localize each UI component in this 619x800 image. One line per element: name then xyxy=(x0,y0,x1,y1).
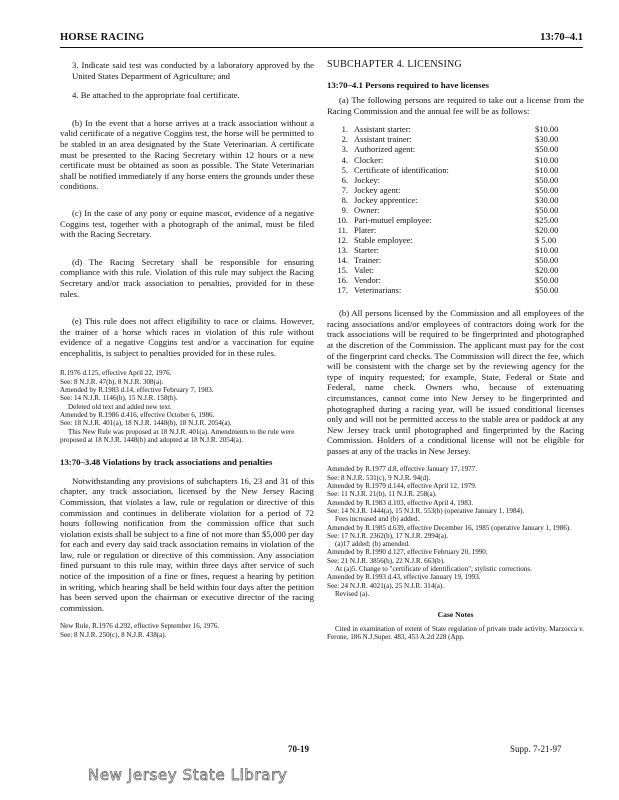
fee-position: Certificate of identification: xyxy=(354,164,449,175)
paragraph-c: (c) In the case of any pony or equine mascot, evidence of a negative Coggins test, together with a photograph of the animal, must be filed with the Racing Secretary. xyxy=(60,207,314,240)
amendment-history xyxy=(327,465,584,598)
history-line: Amended by R.1985 d.639, effective December 16, 1985 (operative January 1, 1986). xyxy=(327,523,571,532)
fee-number: 14. xyxy=(337,254,348,265)
fee-number: 11. xyxy=(337,224,348,235)
paragraph-e: (e) This rule does not affect eligibility to race or claims. However, the trainer of a horse which races in violation of this rule without evidence of a negative Coggins test and/or a vaccination for equine encephalitis, is subject to penalties provided for in these rules. xyxy=(60,316,314,358)
library-watermark: New Jersey State Library xyxy=(88,766,288,784)
history-line: Amended by R.1993 d.43, effective January 19, 1993. xyxy=(327,573,481,582)
history-line: Amended by R.1983 d.14, effective February 7, 1983. xyxy=(60,386,214,395)
fee-number: 5. xyxy=(341,164,348,175)
fee-row xyxy=(335,225,571,235)
fee-amount: $50.00 xyxy=(535,285,559,296)
fee-position: Pari-mutuel employee: xyxy=(354,214,432,225)
fee-amount: $50.00 xyxy=(535,275,559,286)
fee-number: 9. xyxy=(341,204,348,215)
history-line: See: 8 N.J.R. 531(c), 9 N.J.R. 94(d). xyxy=(327,473,431,482)
fee-number: 7. xyxy=(341,184,348,195)
fee-amount: $10.00 xyxy=(535,124,559,135)
fee-number: 1. xyxy=(341,124,348,135)
fee-position: Jockey apprentice: xyxy=(354,194,418,205)
fee-number: 6. xyxy=(341,174,348,185)
running-header xyxy=(60,29,583,48)
fee-position: Assistant starter: xyxy=(354,124,411,135)
fee-row xyxy=(335,265,571,275)
history-line: See: 8 N.J.R. 47(b), 8 N.J.R. 308(a). xyxy=(60,377,164,386)
fee-position: Trainer: xyxy=(354,254,382,265)
subchapter-title: SUBCHAPTER 4. LICENSING xyxy=(327,59,462,70)
history-note: (a)17 added; (b) amended. xyxy=(335,540,410,549)
history-line: Amended by R.1986 d.416, effective October 6, 1986. xyxy=(60,410,215,419)
fee-amount: $10.00 xyxy=(535,164,559,175)
history-note: This New Rule was proposed at 18 N.J.R. 401(a). Amendments to the rule were proposed at 18 N.J.R. 1448(b) and adopted at 18 N.J.R. 2054(a). xyxy=(60,427,295,444)
fee-row xyxy=(335,195,571,205)
fee-row xyxy=(335,245,571,255)
fee-position: Jockey: xyxy=(354,174,380,185)
source-history xyxy=(60,369,314,444)
history-line: Amended by R.1979 d.144, effective April 12, 1979. xyxy=(327,482,477,491)
fee-position: Starter: xyxy=(354,244,380,255)
fee-row xyxy=(335,205,571,215)
header-title: HORSE RACING xyxy=(60,32,145,43)
left-column xyxy=(60,60,314,639)
fee-position: Owner: xyxy=(354,204,380,215)
fee-amount: $50.00 xyxy=(535,184,559,195)
fee-number: 16. xyxy=(337,275,348,286)
fee-amount: $10.00 xyxy=(535,154,559,165)
fee-position: Veterinarians: xyxy=(354,285,402,296)
fee-amount: $20.00 xyxy=(535,265,559,276)
case-notes-text: Cited in examination of extent of State regulation of private trade activity. Marzocca v. Ferone, 186 N.J.Super. 483, 453 A.2d 228 (App. xyxy=(327,624,584,642)
fee-row xyxy=(335,235,571,245)
paragraph-b: (b) In the event that a horse arrives at a track association without a valid certificate of a negative Coggins test, the horse will be permitted to be stabled in an area designated by the State Veterinarian. A certificate must be presented to the Racing Secretary within 12 hours or a new certificate must be obtained as soon as possible. The State Veterinarian shall be notified immediately if any horse enters the grounds under these conditions. xyxy=(60,117,314,192)
history-line: See: 8 N.J.R. 250(c), 8 N.J.R. 438(a). xyxy=(60,630,167,639)
fee-amount: $ 5.00 xyxy=(535,234,557,245)
history-line: See: 14 N.J.R. 1146(b), 15 N.J.R. 158(b). xyxy=(60,394,178,403)
fee-number: 17. xyxy=(337,285,348,296)
fee-position: Stable employee: xyxy=(354,234,413,245)
fee-row xyxy=(335,275,571,285)
paragraph-b: (b) All persons licensed by the Commission and all employees of the racing associations and/or employees of contractors doing work for the track associations will be required to be fingerprinted and photographed at the discretion of the Commission. The applicant must pay for the cost of the fingerprint card checks. The Commission will direct the fee, which will be consistent with the charge set by the reviewing agency for the type of inquiry requested; for example, State, Federal or State and Federal, name check. Owners who, because of extenuating circumstances, cannot come into New Jersey to be fingerprinted and photographed during a racing year, will be issued conditional licenses only and will not be permitted access to the stable area or paddock at any New Jersey track until photographed and fingerprinted by the Racing Commission. Holders of a conditional license will not be eligible for passes at any of the tracks in New Jersey. xyxy=(327,308,584,456)
fee-amount: $50.00 xyxy=(535,204,559,215)
fee-position: Authorized agent: xyxy=(354,144,416,155)
history-note: Revised (a). xyxy=(335,589,370,598)
fee-row xyxy=(335,144,571,154)
fee-number: 13. xyxy=(337,244,348,255)
fee-number: 8. xyxy=(341,194,348,205)
history-line: New Rule, R.1976 d.292, effective September 16, 1976. xyxy=(60,622,220,631)
item-3: 3. Indicate said test was conducted by a laboratory approved by the United States Department of Agriculture; and xyxy=(72,60,314,81)
fee-position: Clocker: xyxy=(354,154,384,165)
fee-amount: $30.00 xyxy=(535,194,559,205)
fee-row xyxy=(335,155,571,165)
fee-amount: $30.00 xyxy=(535,134,559,145)
item-4: 4. Be attached to the appropriate foal certificate. xyxy=(72,90,240,101)
history-line: See: 24 N.J.R. 4021(a), 25 N.J.R. 314(a). xyxy=(327,581,445,590)
fee-position: Vendor: xyxy=(354,275,381,286)
history-line: See: 21 N.J.R. 3856(b), 22 N.J.R. 663(b). xyxy=(327,556,445,565)
fee-position: Valet: xyxy=(354,265,374,276)
fee-number: 3. xyxy=(341,144,348,155)
history-line: Amended by R.1977 d.8, effective January 17, 1977. xyxy=(327,465,477,474)
fee-amount: $25.00 xyxy=(535,214,559,225)
fee-row xyxy=(335,165,571,175)
section-heading: 13:70–3.48 Violations by track associations and penalties xyxy=(60,457,273,468)
fee-number: 4. xyxy=(341,154,348,165)
supplement-date: Supp. 7-21-97 xyxy=(510,744,562,754)
fee-amount: $20.00 xyxy=(535,224,559,235)
history-line: See: 17 N.J.R. 2362(b), 17 N.J.R. 2994(a). xyxy=(327,531,448,540)
fee-amount: $50.00 xyxy=(535,254,559,265)
fee-number: 2. xyxy=(341,134,348,145)
fee-row xyxy=(335,285,571,295)
history-note: At (a)5. Change to "certificate of identification"; stylistic corrections. xyxy=(335,565,532,574)
paragraph-d: (d) The Racing Secretary shall be responsible for ensuring compliance with this rule. Violation of this rule may subject the Racing Secretary and/or track association to penalties, provided for in these rules. xyxy=(60,256,314,299)
history-line: R.1976 d.125, effective April 22, 1976. xyxy=(60,369,172,378)
fee-row xyxy=(335,185,571,195)
header-section-number: 13:70–4.1 xyxy=(540,32,583,43)
history-note: Fees increased and (b) added. xyxy=(335,515,420,524)
fee-number: 12. xyxy=(337,234,348,245)
case-notes-heading: Case Notes xyxy=(437,610,474,620)
fee-position: Plater: xyxy=(354,224,377,235)
fee-number: 10. xyxy=(337,214,348,225)
section-text: Notwithstanding any provisions of subchapters 16, 23 and 31 of this chapter, any track association, licensed by the New Jersey Racing Commission, that violates a law, rule or regulation or directive of this commission and continues in deliberate violation for a period of 72 hours following notification from the commission office that such violation exists shall be subject to a fine of not more than $5,000 per day for each and every day said track association remains in violation of the law, rule or regulation or directive of this commission. Any association fined pursuant to this rule may, within three days after service of such notice of the imposition of a fine or fines, request a hearing by petition in writing, which hearing shall be held within four days after the petition has been served upon the chairman or executive director of the racing commission. xyxy=(60,475,314,613)
fee-row xyxy=(335,124,571,134)
fee-row xyxy=(335,175,571,185)
license-fee-table xyxy=(335,124,571,295)
fee-position: Jockey agent: xyxy=(354,184,401,195)
history-note: Deleted old text and added new text. xyxy=(68,402,172,411)
fee-amount: $50.00 xyxy=(535,174,559,185)
history-line: See: 14 N.J.R. 1444(a), 15 N.J.R. 553(b) (operative January 1, 1984). xyxy=(327,506,525,515)
history-line: Amended by R.1990 d.127, effective February 20, 1990. xyxy=(327,548,488,557)
history-line: See: 18 N.J.R. 401(a), 18 N.J.R. 1448(b), 18 N.J.R. 2054(a). xyxy=(60,419,232,428)
paragraph-a: (a) The following persons are required to take out a license from the Racing Commission and the annual fee will be as follows: xyxy=(327,95,584,116)
fee-amount: $50.00 xyxy=(535,144,559,155)
history-line: See: 11 N.J.R. 21(b), 11 N.J.R. 258(a). xyxy=(327,490,437,499)
fee-number: 15. xyxy=(337,265,348,276)
history-line: Amended by R.1983 d.103, effective April 4, 1983. xyxy=(327,498,474,507)
right-column xyxy=(327,60,584,641)
page-number: 70-19 xyxy=(288,744,309,754)
section-history xyxy=(60,622,314,639)
section-heading: 13:70–4.1 Persons required to have licenses xyxy=(327,79,489,90)
fee-row xyxy=(335,134,571,144)
fee-amount: $10.00 xyxy=(535,244,559,255)
fee-row xyxy=(335,255,571,265)
fee-row xyxy=(335,215,571,225)
fee-position: Assistant trainer: xyxy=(354,134,412,145)
